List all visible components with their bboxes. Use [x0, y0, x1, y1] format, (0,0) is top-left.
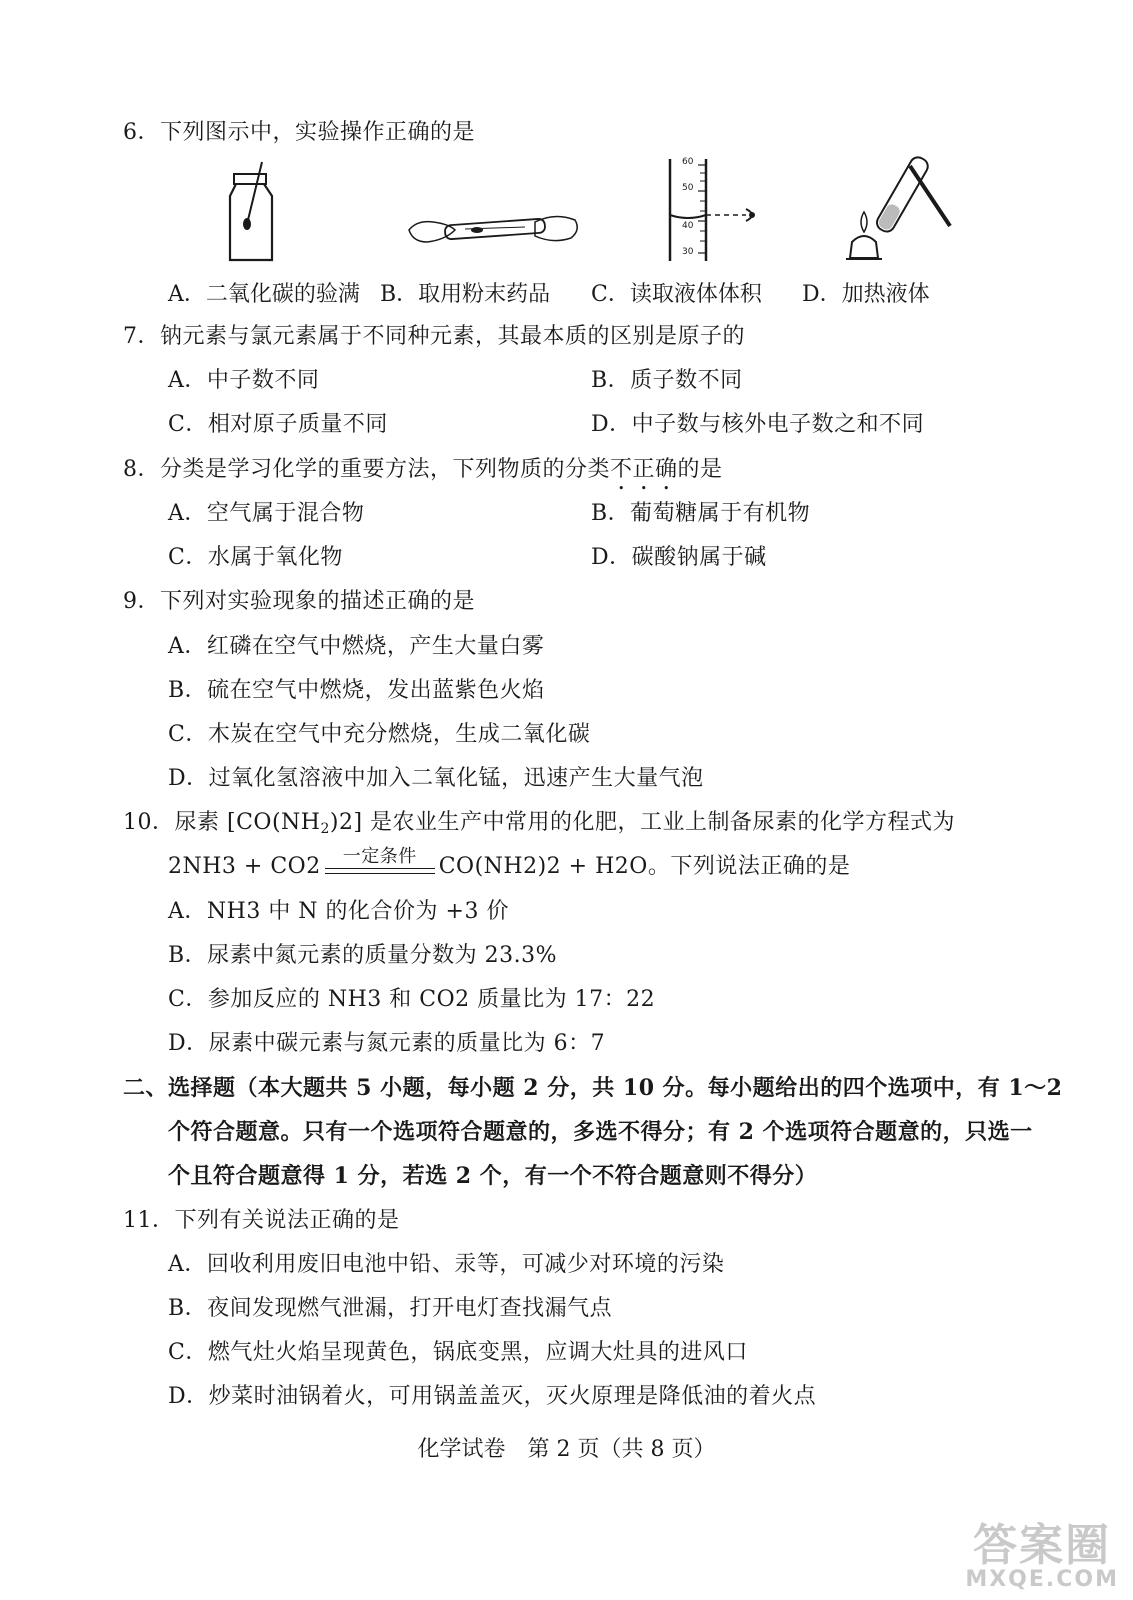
- tick-label-60: 60: [682, 157, 694, 167]
- q6-option-b: B．取用粉末药品: [380, 282, 551, 307]
- q10-stem-sub: 2: [320, 821, 330, 837]
- q10-stem-pre: 10．尿素 [CO(NH: [123, 810, 321, 835]
- tick-label-40: 40: [682, 221, 694, 231]
- site-watermark: [965, 1509, 1119, 1592]
- q11-option-b: B．夜间发现燃气泄漏，打开电灯查找漏气点: [168, 1296, 613, 1321]
- q7-option-b: B．质子数不同: [591, 368, 743, 393]
- q10-stem: [123, 808, 955, 844]
- section-2-line-3: 个且符合题意得 1 分，若选 2 个，有一个不符合题意则不得分）: [168, 1163, 818, 1189]
- q11-stem: 11．下列有关说法正确的是: [123, 1208, 400, 1233]
- q8-option-a: A．空气属于混合物: [168, 501, 365, 526]
- q8-stem-emphasis: 不正确: [610, 457, 678, 482]
- q8-stem-pre: 8．分类是学习化学的重要方法，下列物质的分类: [123, 457, 610, 482]
- q6-option-c: C．读取液体体积: [591, 282, 762, 307]
- q6-option-d: D．加热液体: [802, 282, 930, 307]
- q8-stem-post: 的是: [677, 457, 723, 482]
- q10-stem-post: )2] 是农业生产中常用的化肥，工业上制备尿素的化学方程式为: [329, 810, 956, 835]
- q9-option-a: A．红磷在空气中燃烧，产生大量白雾: [168, 634, 545, 659]
- q10-equation: [168, 846, 851, 882]
- q7-option-a: A．中子数不同: [168, 368, 320, 393]
- q8-option-d: D．碳酸钠属于碱: [591, 545, 767, 570]
- tick-label-30: 30: [682, 247, 694, 257]
- q9-option-d: D．过氧化氢溶液中加入二氧化锰，迅速产生大量气泡: [168, 766, 704, 791]
- watermark-logo: 答案圈: [973, 1520, 1112, 1571]
- q10-option-d: D．尿素中碳元素与氮元素的质量比为 6：7: [168, 1031, 606, 1056]
- co2-full-check-figure: [222, 160, 282, 265]
- q8-option-b: B．葡萄糖属于有机物: [591, 501, 811, 526]
- q10-option-b: B．尿素中氮元素的质量分数为 23.3%: [168, 943, 558, 968]
- test-tube-hands-icon: [405, 200, 585, 255]
- q6-stem: 6．下列图示中，实验操作正确的是: [123, 120, 475, 145]
- q8-stem: [123, 455, 723, 495]
- q10-option-a: A．NH3 中 N 的化合价为 +3 价: [168, 899, 509, 924]
- q6-option-a: A．二氧化碳的验满: [168, 282, 360, 307]
- q9-option-c: C．木炭在空气中充分燃烧，生成二氧化碳: [168, 722, 591, 747]
- graduated-cylinder-figure: [660, 155, 770, 265]
- gas-bottle-icon: [222, 160, 282, 265]
- q11-option-d: D．炒菜时油锅着火，可用锅盖盖灭，灭火原理是降低油的着火点: [168, 1384, 817, 1409]
- reaction-condition: 一定条件: [342, 846, 417, 867]
- watermark-url: MXQE.COM: [965, 1567, 1119, 1592]
- page-footer: 化学试卷 第 2 页（共 8 页）: [417, 1437, 716, 1462]
- powder-taking-figure: [405, 200, 585, 255]
- equation-reactants: 2NH3 + CO2: [168, 854, 321, 879]
- q8-option-c: C．水属于氧化物: [168, 545, 343, 570]
- q9-option-b: B．硫在空气中燃烧，发出蓝紫色火焰: [168, 678, 545, 703]
- q7-option-d: D．中子数与核外电子数之和不同: [591, 412, 925, 437]
- q9-stem: 9．下列对实验现象的描述正确的是: [123, 589, 475, 614]
- alcohol-lamp-icon: [838, 150, 958, 265]
- q7-stem: 7．钠元素与氯元素属于不同种元素，其最本质的区别是原子的: [123, 324, 745, 349]
- q11-option-a: A．回收利用废旧电池中铅、汞等，可减少对环境的污染: [168, 1252, 725, 1277]
- section-2-line-1: 二、选择题（本大题共 5 小题，每小题 2 分，共 10 分。每小题给出的四个选项中，有 1～2: [123, 1075, 1063, 1101]
- q7-option-c: C．相对原子质量不同: [168, 412, 388, 437]
- heating-liquid-figure: [838, 150, 958, 265]
- q11-option-c: C．燃气灶火焰呈现黄色，锅底变黑，应调大灶具的进风口: [168, 1340, 748, 1365]
- equation-products: CO(NH2)2 + H2O。下列说法正确的是: [438, 854, 851, 879]
- reaction-arrow: [325, 846, 435, 882]
- tick-label-50: 50: [682, 183, 694, 193]
- cylinder-icon: [660, 155, 770, 265]
- section-2-line-2: 个符合题意。只有一个选项符合题意的，多选不得分；有 2 个选项符合题意的，只选一: [168, 1119, 1033, 1145]
- q10-option-c: C．参加反应的 NH3 和 CO2 质量比为 17：22: [168, 987, 656, 1012]
